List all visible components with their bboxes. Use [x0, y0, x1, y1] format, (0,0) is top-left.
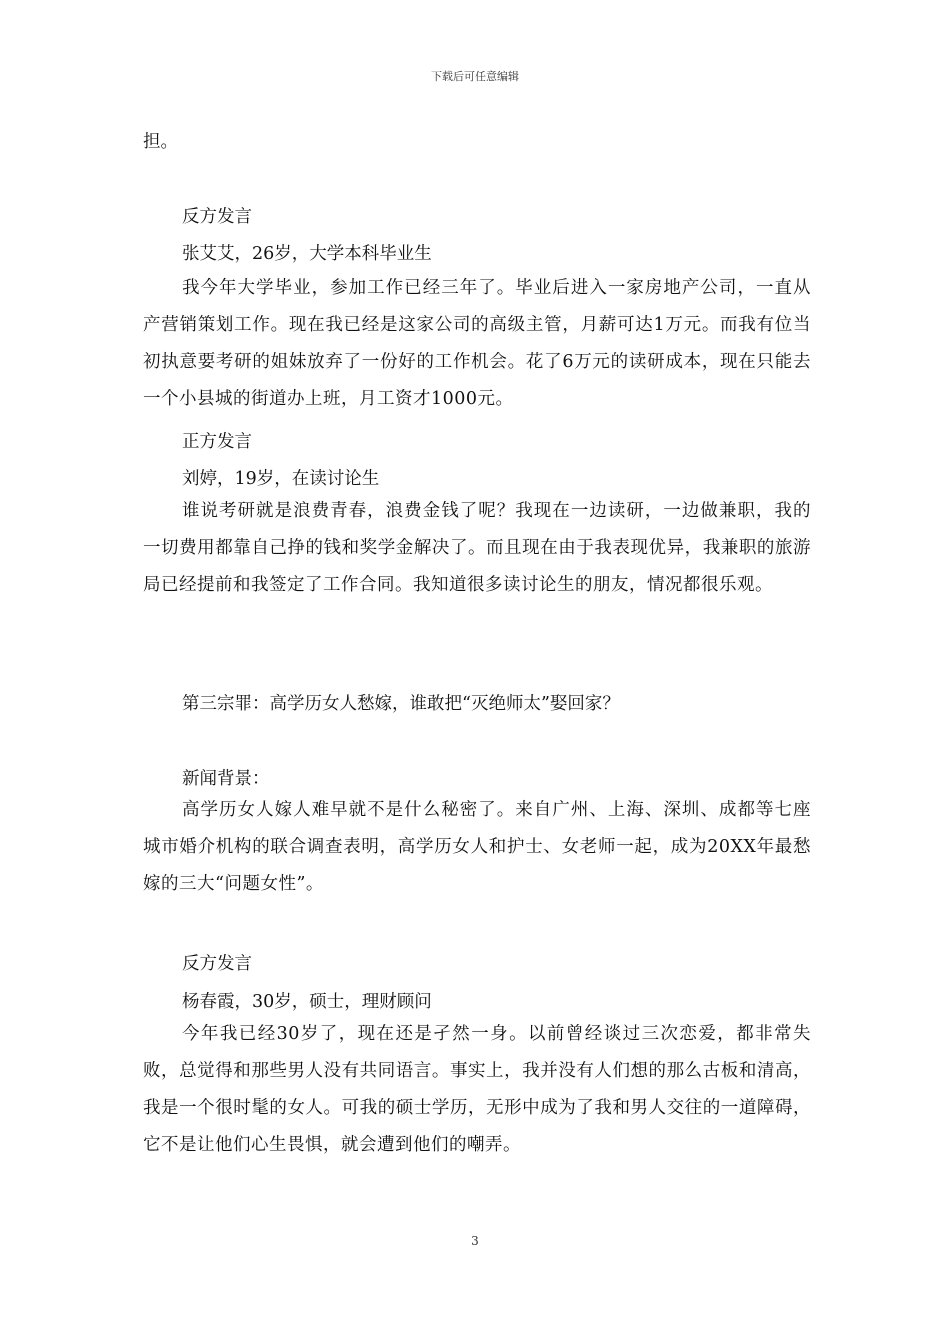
paragraph: 高学历女人嫁人难早就不是什么秘密了。来自广州、上海、深圳、成都等七座城市婚介机构的联合调查表明，高学历女人和护士、女老师一起，成为20XX年最愁嫁的三大“问题女性”。	[143, 800, 811, 894]
speaker-info: 刘婷，19岁，在读讨论生	[182, 469, 380, 489]
speaker-info: 张艾艾，26岁，大学本科毕业生	[182, 244, 432, 264]
section-heading: 反方发言	[182, 207, 252, 227]
paragraph: 谁说考研就是浪费青春，浪费金钱了呢？我现在一边读研，一边做兼职，我的一切费用都靠自己挣的钱和奖学金解决了。而且现在由于我表现优异，我兼职的旅游局已经提前和我签定了工作合同。我知道很多读讨论生的朋友，情况都很乐观。	[143, 501, 811, 595]
paragraph: 今年我已经30岁了，现在还是孑然一身。以前曾经谈过三次恋爱，都非常失败，总觉得和那些男人没有共同语言。事实上，我并没有人们想的那么古板和清高，我是一个很时髦的女人。可我的硕士学历，无形中成为了我和男人交往的一道障碍，它不是让他们心生畏惧，就会遭到他们的嘲弄。	[143, 1024, 811, 1155]
section-heading: 新闻背景：	[182, 769, 270, 789]
section-heading: 正方发言	[182, 432, 252, 452]
paragraph: 我今年大学毕业，参加工作已经三年了。毕业后进入一家房地产公司，一直从产营销策划工作。现在我已经是这家公司的高级主管，月薪可达1万元。而我有位当初执意要考研的姐妹放弃了一份好的工作机会。花了6万元的读研成本，现在只能去一个小县城的街道办上班，月工资才1000元。	[143, 278, 811, 409]
section-title: 第三宗罪：高学历女人愁嫁，谁敢把“灭绝师太”娶回家？	[182, 694, 620, 714]
speaker-info: 杨春霞，30岁，硕士，理财顾问	[182, 992, 432, 1012]
text-line: 担。	[143, 132, 178, 152]
page-header: 下载后可任意编辑	[431, 70, 519, 83]
section-heading: 反方发言	[182, 954, 252, 974]
page-number: 3	[471, 1234, 479, 1248]
